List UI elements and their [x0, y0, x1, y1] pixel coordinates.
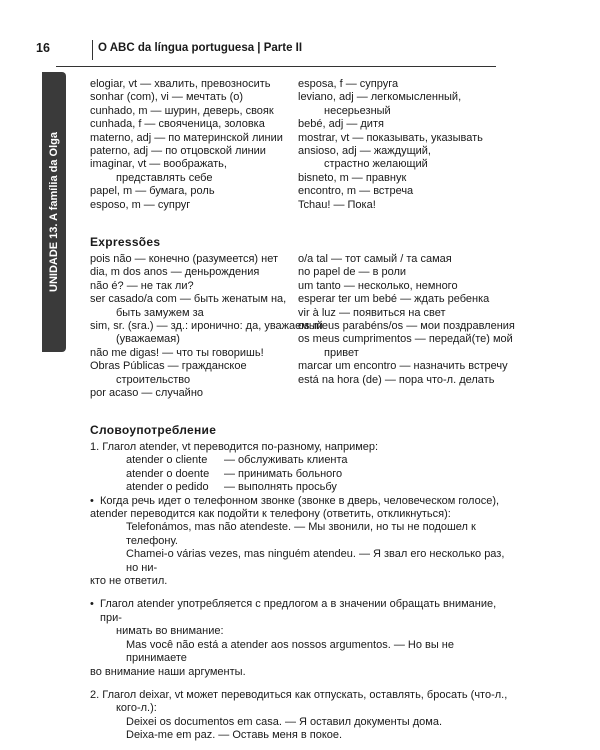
- vocab-entry: mostrar, vt — показывать, указывать: [298, 131, 483, 144]
- vocab-entry: papel, m — бумага, роль: [90, 185, 215, 198]
- expression-entry: pois não — конечно (разумеется) нет: [90, 253, 279, 265]
- vocab-entry-continued: представлять себе: [116, 171, 213, 184]
- usage-example: Mas você não está a atender aos nossos argumentos. — Но вы не принимаете: [126, 638, 454, 665]
- expression-entry-continued: привет: [324, 346, 359, 359]
- header-divider: [92, 40, 93, 60]
- usage-example-cont: кто не ответил.: [90, 575, 168, 588]
- expressions-heading: Expressões: [90, 235, 161, 249]
- expressions-right-column: [298, 253, 523, 387]
- expression-entry-continued: (уважаемая): [116, 333, 180, 346]
- vocab-entry: materno, adj — по материнской линии: [90, 131, 283, 144]
- vocab-entry: ansioso, adj — жаждущий,: [298, 145, 431, 158]
- vocab-entry: encontro, m — встреча: [298, 185, 414, 198]
- expression-entry: os meus parabéns/os — мои поздравления: [298, 320, 515, 333]
- usage-item-2-intro: 2. Глагол deixar, vt может переводиться как отпускать, оставлять, бросать (что-л.,: [90, 688, 508, 701]
- expression-entry: está na hora (de) — пора что-л. делать: [298, 373, 495, 386]
- vocab-entry: Tchau! — Пока!: [298, 198, 376, 211]
- vocab-entry: bisneto, m — правнук: [298, 171, 407, 184]
- running-title: O ABC da língua portuguesa | Parte II: [98, 42, 303, 54]
- expression-entry: sim, sr. (sra.) — зд.: иронично: да, уважаемый: [90, 320, 323, 333]
- expression-entry-continued: быть замужем за: [116, 306, 204, 319]
- usage-body: [90, 441, 510, 743]
- page-header: [36, 40, 536, 60]
- expression-entry-continued: строительство: [116, 373, 191, 386]
- usage-example: Chamei-o várias vezes, mas ninguém atendeu. — Я звал его несколько раз, но ни-: [126, 548, 505, 574]
- usage-pair-pt: atender o cliente: [126, 454, 208, 467]
- vocab-entry: imaginar, vt — воображать,: [90, 158, 227, 171]
- vocab-entry-continued: страстно желающий: [324, 158, 428, 171]
- usage-pair: [90, 454, 510, 467]
- expression-entry: marcar um encontro — назначить встречу: [298, 360, 508, 373]
- vocab-entry: leviano, adj — легкомысленный,: [298, 91, 462, 104]
- usage-example: Deixa-me em paz. — Оставь меня в покое.: [126, 729, 343, 742]
- usage-bullet-2-cont: нимать во внимание:: [116, 625, 224, 638]
- vocab-entry: sonhar (com), vi — мечтать (о): [90, 91, 244, 104]
- usage-pair-ru: — выполнять просьбу: [224, 481, 337, 494]
- expression-entry: os meus cumprimentos — передай(те) мой: [298, 333, 513, 346]
- unit-sidebar-tab: [42, 72, 66, 352]
- expression-entry: não é? — не так ли?: [90, 279, 194, 292]
- page-number: 16: [36, 41, 50, 55]
- unit-label: UNIDADE 13. A família da Olga: [48, 132, 60, 292]
- expression-entry: Obras Públicas — гражданское: [90, 360, 247, 373]
- usage-bullet-1-cont: atender переводится как подойти к телефону (ответить, откликнуться):: [90, 508, 451, 521]
- expression-entry: esperar ter um bebé — ждать ребенка: [298, 293, 490, 306]
- usage-bullet-1: • Когда речь идет о телефонном звонке (звонке в дверь, человеческом голосе),: [90, 495, 510, 508]
- vocab-entry: esposo, m — супруг: [90, 198, 191, 211]
- usage-pair-pt: atender o doente: [126, 467, 210, 480]
- expression-entry: dia, m dos anos — деньрождения: [90, 266, 260, 279]
- vocab-left-column: [90, 78, 295, 212]
- usage-pair-ru: — обслуживать клиента: [224, 454, 348, 467]
- expression-entry: o/a tal — тот самый / та самая: [298, 253, 452, 265]
- expression-entry: não me digas! — что ты говоришь!: [90, 346, 264, 359]
- usage-example: Telefonámos, mas não atendeste. — Мы звонили, но ты не подошел к телефону.: [126, 521, 476, 547]
- usage-heading: Словоупотребление: [90, 423, 217, 437]
- usage-pair-pt: atender o pedido: [126, 481, 209, 494]
- expression-entry: ser casado/a com — быть женатым на,: [90, 293, 287, 306]
- usage-example: Deixei os documentos em casa. — Я оставил документы дома.: [126, 715, 443, 728]
- vocab-entry: elogiar, vt — хвалить, превозносить: [90, 78, 271, 90]
- vocab-entry-continued: несерьезный: [324, 104, 391, 117]
- usage-pair: [90, 468, 510, 481]
- usage-pair-ru: — принимать больного: [224, 467, 343, 480]
- vocab-entry: bebé, adj — дитя: [298, 118, 384, 131]
- usage-example-cont: во внимание наши аргументы.: [90, 665, 246, 678]
- expression-entry: um tanto — несколько, немного: [298, 279, 458, 292]
- vocab-entry: cunhada, f — свояченица, золовка: [90, 118, 265, 131]
- expression-entry: no papel de — в роли: [298, 266, 407, 279]
- expression-entry: por acaso — случайно: [90, 387, 204, 400]
- vocab-right-column: [298, 78, 523, 212]
- usage-pair: [90, 481, 510, 494]
- vocab-entry: esposa, f — супруга: [298, 78, 399, 90]
- vocab-entry: paterno, adj — по отцовской линии: [90, 145, 266, 158]
- header-rule: [56, 66, 496, 67]
- usage-item-2-cont: кого-л.):: [116, 702, 157, 715]
- expressions-left-column: [90, 253, 323, 400]
- usage-item-1-intro: 1. Глагол atender, vt переводится по-разному, например:: [90, 441, 379, 453]
- usage-bullet-2: • Глагол atender употребляется с предлогом a в значении обращать внимание, при-: [90, 598, 510, 625]
- expression-entry: vir à luz — появиться на свет: [298, 306, 446, 319]
- vocab-entry: cunhado, m — шурин, деверь, свояк: [90, 104, 274, 117]
